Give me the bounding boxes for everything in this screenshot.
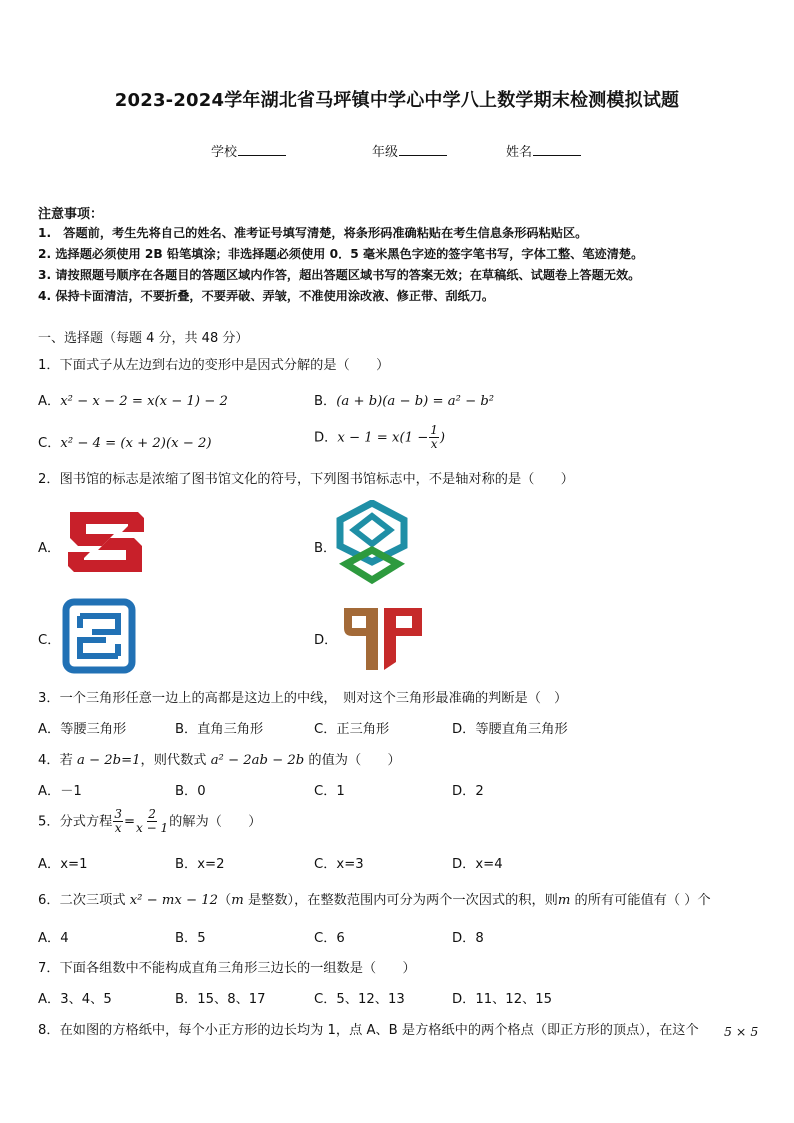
name-blank[interactable] bbox=[533, 143, 581, 156]
notes-heading: 注意事项： bbox=[38, 207, 104, 222]
q5-stem-b: 的解为（ ） bbox=[169, 814, 262, 830]
q7-option-d[interactable]: D．11、12、15 bbox=[452, 992, 553, 1007]
q5-stem bbox=[38, 808, 261, 835]
q6-option-b[interactable]: B．5 bbox=[175, 931, 206, 946]
q5-f1-num: 3 bbox=[114, 807, 122, 821]
q4-option-d[interactable]: D．2 bbox=[452, 784, 484, 799]
note-item-3: 3. 请按照题号顺序在各题目的答题区域内作答，超出答题区域书写的答案无效；在草稿纸、试题卷上答题无效。 bbox=[38, 268, 641, 282]
q5-stem-a: 5．分式方程 bbox=[38, 814, 113, 830]
q1-d-left: x − 1 = x(1 − bbox=[337, 430, 429, 446]
q1-option-b[interactable] bbox=[314, 390, 494, 409]
q5-option-c[interactable]: C．x=3 bbox=[314, 857, 364, 872]
q6-option-d[interactable]: D．8 bbox=[452, 931, 484, 946]
q1-d-label: D． bbox=[314, 430, 338, 446]
q5-f2-num: 2 bbox=[148, 807, 156, 821]
q8-grid-size: 5 × 5 bbox=[724, 1024, 759, 1039]
q2-stem: 2．图书馆的标志是浓缩了图书馆文化的符号，下列图书馆标志中，不是轴对称的是（ ） bbox=[38, 472, 574, 487]
section-heading: 一、选择题（每题 4 分，共 48 分） bbox=[38, 331, 249, 346]
q4-stem-b: ，则代数式 bbox=[140, 753, 211, 768]
school-label: 学校 bbox=[211, 145, 238, 160]
q4-option-c[interactable]: C．1 bbox=[314, 784, 345, 799]
q3-option-d[interactable]: D．等腰直角三角形 bbox=[452, 722, 568, 737]
name-label: 姓名 bbox=[506, 145, 533, 160]
library-logo-a-icon bbox=[60, 506, 152, 578]
grade-label: 年级 bbox=[372, 145, 399, 160]
q6-stem-b: （ bbox=[218, 893, 232, 908]
q3-option-c[interactable]: C．正三角形 bbox=[314, 722, 390, 737]
q6-stem-c: 是整数），在整数范围内可分为两个一次因式的积，则 bbox=[243, 893, 558, 908]
q5-option-a[interactable]: A．x=1 bbox=[38, 857, 88, 872]
library-logo-c-icon bbox=[62, 598, 136, 674]
q1-stem: 1．下面式子从左边到右边的变形中是因式分解的是（ ） bbox=[38, 358, 390, 373]
q6-m1: m bbox=[231, 893, 244, 908]
note-item-2: 2. 选择题必须使用 2B 铅笔填涂；非选择题必须使用 0．5 毫米黑色字迹的签字笔书写，字体工整、笔迹清楚。 bbox=[38, 247, 644, 261]
q5-f1-den: x bbox=[114, 821, 122, 835]
q7-stem: 7．下面各组数中不能构成直角三角形三边长的一组数是（ ） bbox=[38, 961, 416, 976]
q4-stem-c: 的值为（ ） bbox=[304, 753, 401, 768]
q5-fraction-1 bbox=[113, 808, 123, 835]
q1-option-d[interactable] bbox=[314, 424, 445, 451]
library-logo-b-icon bbox=[334, 500, 410, 586]
q6-stem-d: 的所有可能值有（ ）个 bbox=[570, 893, 711, 908]
q1-b-text: (a + b)(a − b) = a² − b² bbox=[336, 394, 495, 409]
q2-c-label[interactable]: C． bbox=[38, 633, 61, 648]
q6-option-c[interactable]: C．6 bbox=[314, 931, 345, 946]
q4-expr1: a − 2b=1 bbox=[76, 753, 141, 768]
q3-stem: 3．一个三角形任意一边上的高都是这边上的中线， 则对这个三角形最准确的判断是（ ） bbox=[38, 691, 568, 706]
q7-option-c[interactable]: C．5、12、13 bbox=[314, 992, 405, 1007]
q6-stem-a: 6．二次三项式 bbox=[38, 893, 130, 908]
q8-stem: 8．在如图的方格纸中，每个小正方形的边长均为 1，点 A、B 是方格纸中的两个格点（即正方形的顶点），在这个 bbox=[38, 1023, 699, 1038]
q2-d-label[interactable]: D． bbox=[314, 633, 338, 648]
q5-f2-den: x − 1 bbox=[136, 821, 169, 835]
q1-option-a[interactable] bbox=[38, 390, 228, 409]
q7-option-b[interactable]: B．15、8、17 bbox=[175, 992, 266, 1007]
grade-blank[interactable] bbox=[399, 143, 447, 156]
q1-d-num: 1 bbox=[430, 423, 438, 437]
q5-option-b[interactable]: B．x=2 bbox=[175, 857, 225, 872]
q4-option-a[interactable]: A．－1 bbox=[38, 784, 82, 799]
school-blank[interactable] bbox=[238, 143, 286, 156]
q6-option-a[interactable]: A．4 bbox=[38, 931, 69, 946]
q1-a-label: A． bbox=[38, 394, 61, 409]
q5-fraction-2 bbox=[136, 808, 168, 835]
q1-a-text: x² − x − 2 = x(x − 1) − 2 bbox=[60, 394, 228, 409]
name-field[interactable] bbox=[506, 141, 581, 160]
note-item-4: 4. 保持卡面清洁，不要折叠，不要弄破、弄皱，不准使用涂改液、修正带、刮纸刀。 bbox=[38, 289, 495, 303]
q4-stem bbox=[38, 749, 401, 768]
q1-d-right: ) bbox=[439, 430, 446, 446]
q2-b-label[interactable]: B． bbox=[314, 541, 337, 556]
library-logo-d-icon bbox=[338, 602, 428, 672]
school-field[interactable] bbox=[211, 141, 286, 160]
q5-option-d[interactable]: D．x=4 bbox=[452, 857, 503, 872]
q6-stem bbox=[38, 889, 711, 908]
q7-option-a[interactable]: A．3、4、5 bbox=[38, 992, 112, 1007]
note-item-1: 1. 答题前，考生先将自己的姓名、准考证号填写清楚，将条形码准确粘贴在考生信息条形码粘贴区。 bbox=[38, 226, 588, 240]
q1-d-fraction bbox=[429, 424, 439, 451]
q6-m2: m bbox=[557, 893, 571, 908]
q4-expr2: a² − 2ab − 2b bbox=[210, 753, 305, 768]
q1-d-den: x bbox=[430, 437, 438, 451]
q2-a-label[interactable]: A． bbox=[38, 541, 61, 556]
q6-expr: x² − mx − 12 bbox=[129, 893, 219, 908]
q4-option-b[interactable]: B．0 bbox=[175, 784, 206, 799]
q1-c-text: x² − 4 = (x + 2)(x − 2) bbox=[60, 436, 212, 451]
q1-b-label: B． bbox=[314, 394, 337, 409]
q5-eq: = bbox=[123, 814, 136, 830]
q4-stem-a: 4．若 bbox=[38, 753, 77, 768]
q1-c-label: C． bbox=[38, 436, 61, 451]
q1-option-c[interactable] bbox=[38, 432, 212, 451]
grade-field[interactable] bbox=[372, 141, 447, 160]
q3-option-b[interactable]: B．直角三角形 bbox=[175, 722, 264, 737]
page-title: 2023-2024学年湖北省马坪镇中学心中学八上数学期末检测模拟试题 bbox=[114, 90, 680, 111]
q3-option-a[interactable]: A．等腰三角形 bbox=[38, 722, 127, 737]
